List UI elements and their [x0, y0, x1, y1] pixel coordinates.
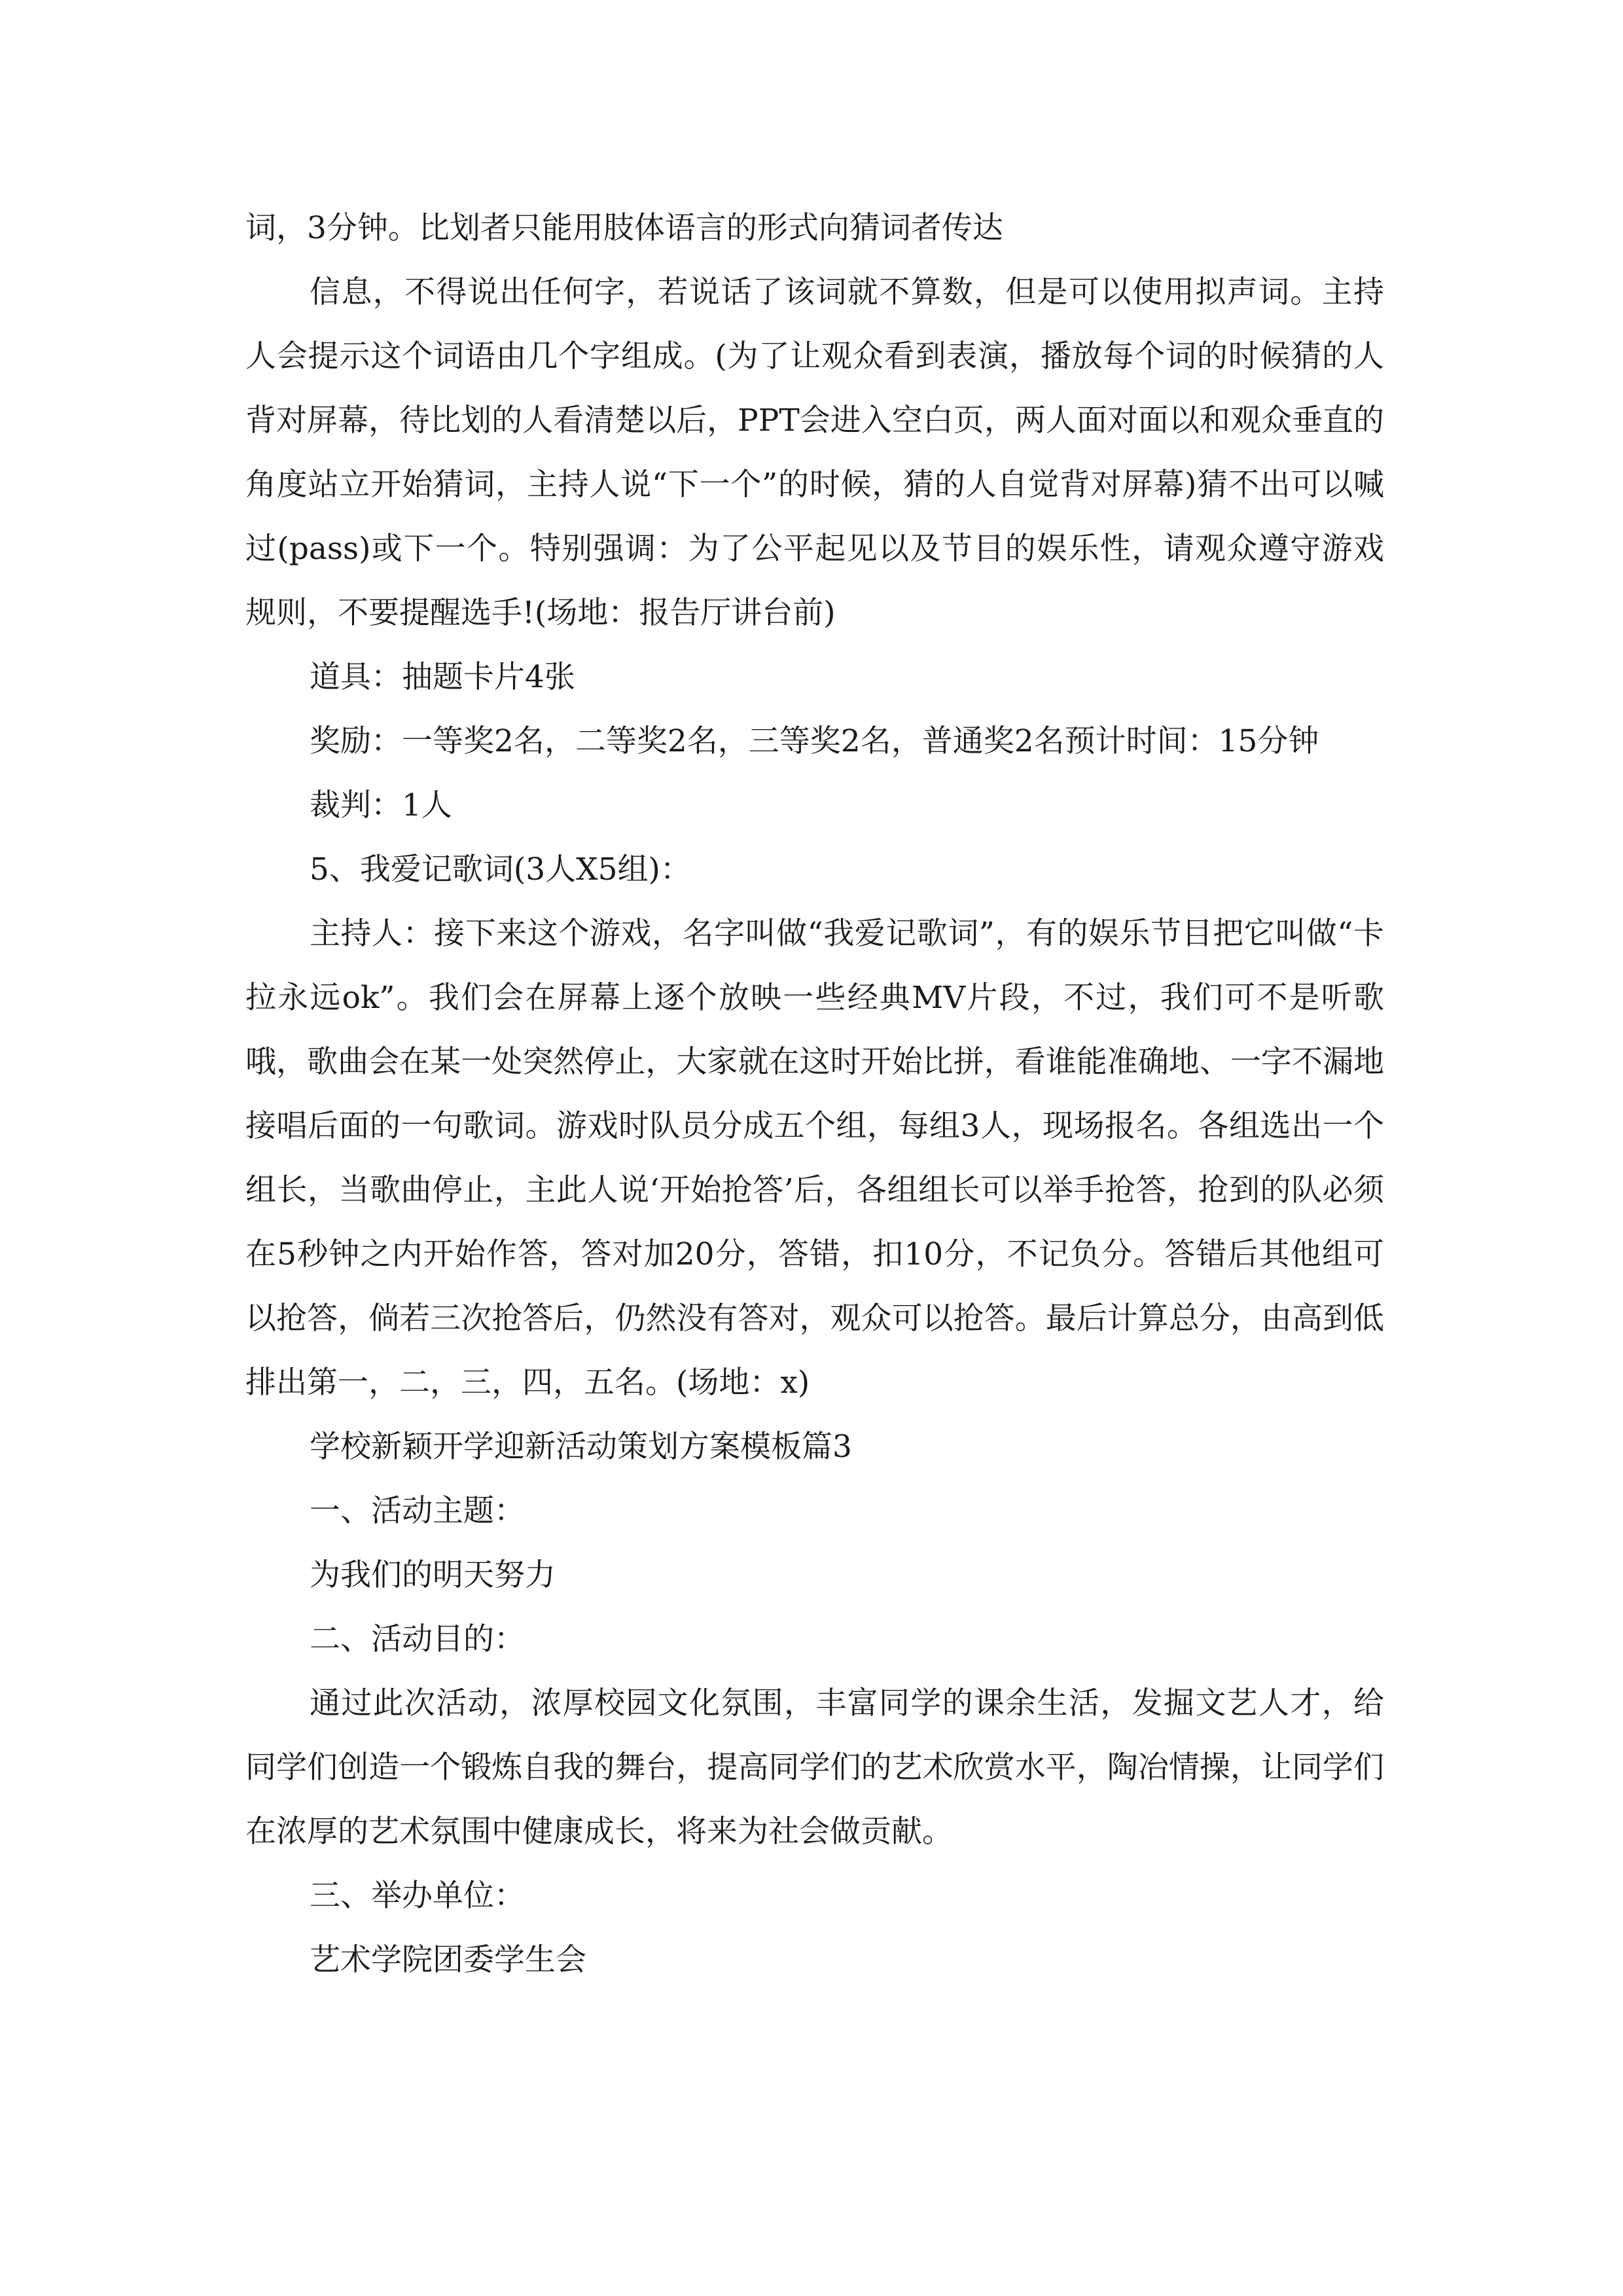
heading-theme: 一、活动主题：	[310, 1493, 525, 1529]
paragraph-purpose: 通过此次活动，浓厚校园文化氛围，丰富同学的课余生活，发掘文艺人才，给同学们创造一个锻炼自我的舞台，提高同学们的艺术欣赏水平，陶冶情操，让同学们在浓厚的艺术氛围中健康成长，将来为社会做贡献。	[245, 1685, 1384, 1850]
paragraph-judges: 裁判：1人	[310, 787, 452, 823]
paragraph-game-5-host: 主持人：接下来这个游戏，名字叫做“我爱记歌词”，有的娱乐节目把它叫做“卡拉永远ok”。我们会在屏幕上逐个放映一些经典MV片段，不过，我们可不是听歌哦，歌曲会在某一处突然停止，大家就在这时开始比拼，看谁能准确地、一字不漏地接唱后面的一句歌词。游戏时队员分成五个组，每组3人，现场报名。各组选出一个组长，当歌曲停止，主此人说‘开始抢答’后，各组组长可以举手抢答，抢到的队必须在5秒钟之内开始作答，答对加20分，答错，扣10分，不记负分。答错后其他组可以抢答，倘若三次抢答后，仍然没有答对，观众可以抢答。最后计算总分，由高到低排出第一，二，三，四，五名。(场地：x)	[245, 916, 1384, 1401]
paragraph-theme: 为我们的明天努力	[310, 1557, 556, 1593]
paragraph-game-5-title: 5、我爱记歌词(3人X5组)：	[310, 852, 691, 888]
paragraph-rules-continued: 词，3分钟。比划者只能用肢体语言的形式向猜词者传达	[245, 210, 1003, 246]
paragraph-awards: 奖励：一等奖2名，二等奖2名，三等奖2名，普通奖2名预计时间：15分钟	[310, 723, 1319, 759]
heading-purpose: 二、活动目的：	[310, 1621, 525, 1657]
paragraph-rules-detail: 信息，不得说出任何字，若说话了该词就不算数，但是可以使用拟声词。主持人会提示这个词语由几个字组成。(为了让观众看到表演，播放每个词的时候猜的人背对屏幕，待比划的人看清楚以后，PPT会进入空白页，两人面对面以和观众垂直的角度站立开始猜词，主持人说“下一个”的时候，猜的人自觉背对屏幕)猜不出可以喊过(pass)或下一个。特别强调：为了公平起见以及节目的娱乐性，请观众遵守游戏规则，不要提醒选手!(场地：报告厅讲台前)	[245, 274, 1384, 631]
document-page	[245, 196, 1384, 1992]
heading-organizer: 三、举办单位：	[310, 1878, 525, 1914]
paragraph-organizer: 艺术学院团委学生会	[310, 1942, 586, 1978]
section-title-plan-3: 学校新颖开学迎新活动策划方案模板篇3	[310, 1429, 852, 1465]
paragraph-props: 道具：抽题卡片4张	[310, 659, 575, 695]
